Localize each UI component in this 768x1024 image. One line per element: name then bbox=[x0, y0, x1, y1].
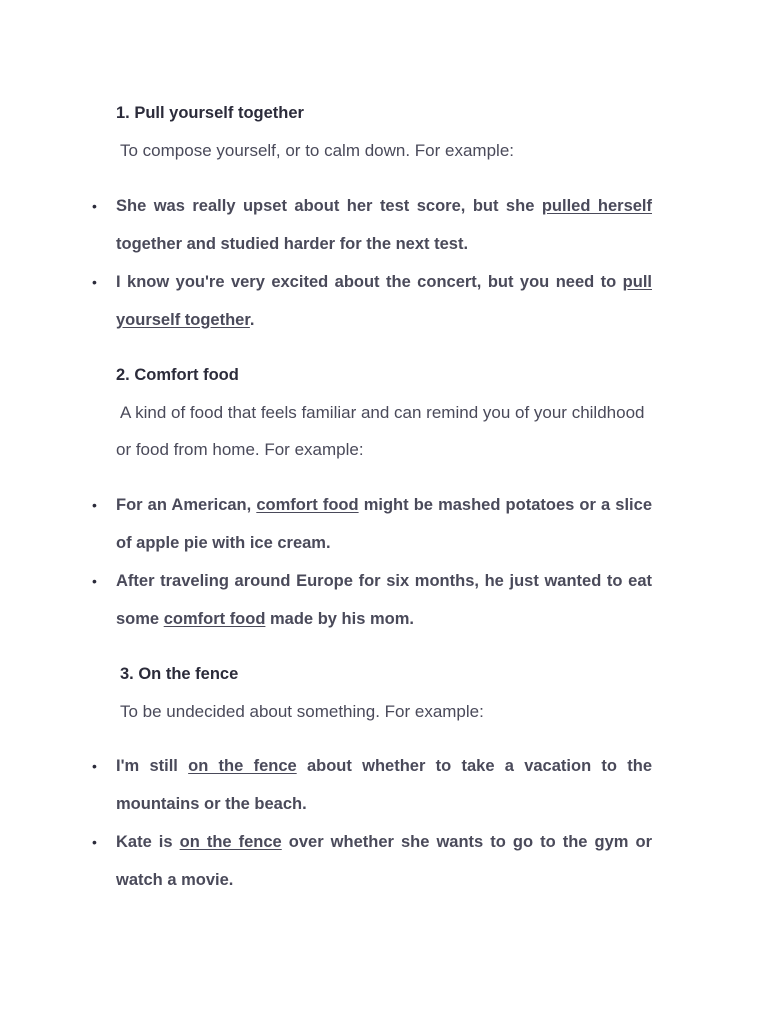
section-definition bbox=[116, 132, 652, 170]
example-list bbox=[92, 747, 652, 899]
example-item bbox=[92, 486, 652, 562]
idiom-phrase: on the fence bbox=[179, 833, 282, 851]
idiom-phrase: comfort food bbox=[163, 609, 266, 628]
example-text-after: . bbox=[249, 310, 255, 329]
example-text-before: I'm still bbox=[116, 757, 189, 775]
example-item bbox=[92, 747, 652, 823]
section-definition bbox=[116, 693, 652, 731]
idiom-phrase: pulled herself bbox=[541, 196, 652, 215]
bullet-icon: • bbox=[92, 273, 97, 290]
example-item bbox=[92, 263, 652, 339]
bullet-icon: • bbox=[92, 197, 97, 214]
definition-text: To be undecided about something. For example: bbox=[120, 701, 484, 721]
idiom-section-3 bbox=[92, 655, 652, 900]
idiom-phrase: pull yourself together bbox=[116, 272, 652, 329]
idiom-phrase: comfort food bbox=[256, 495, 359, 514]
definition-text: To compose yourself, or to calm down. For example: bbox=[120, 141, 514, 160]
example-text-after: might be mashed potatoes or a slice of apple pie with ice cream. bbox=[116, 495, 652, 552]
example-list bbox=[92, 187, 652, 339]
section-heading: 2. Comfort food bbox=[116, 365, 239, 384]
section-heading: 3. On the fence bbox=[120, 664, 239, 683]
example-text-before: I know you're very excited about the concert, but you need to bbox=[116, 272, 623, 291]
document-page bbox=[92, 94, 652, 916]
bullet-icon: • bbox=[92, 834, 97, 850]
example-list bbox=[92, 486, 652, 638]
example-text-before: For an American, bbox=[116, 495, 257, 514]
bullet-icon: • bbox=[92, 572, 97, 589]
example-item bbox=[92, 187, 652, 263]
idiom-section-2 bbox=[92, 356, 652, 638]
section-definition bbox=[116, 394, 652, 469]
bullet-icon: • bbox=[92, 496, 97, 513]
definition-text: A kind of food that feels familiar and can remind you of your childhood or food from home. For example: bbox=[116, 402, 645, 459]
example-text-before: She was really upset about her test score, but she bbox=[116, 196, 542, 215]
idiom-section-1 bbox=[92, 94, 652, 339]
example-item bbox=[92, 823, 652, 899]
example-text-after: together and studied harder for the next test. bbox=[116, 234, 469, 253]
example-text-after: about whether to take a vacation to the mountains or the beach. bbox=[116, 757, 652, 813]
example-text-before: After traveling around Europe for six months, he just wanted to eat some bbox=[116, 571, 652, 628]
example-text-after: made by his mom. bbox=[265, 609, 414, 628]
example-text-before: Kate is bbox=[116, 833, 180, 851]
example-text-after: over whether she wants to go to the gym or watch a movie. bbox=[116, 833, 652, 889]
section-heading: 1. Pull yourself together bbox=[116, 104, 304, 122]
bullet-icon: • bbox=[92, 758, 97, 774]
idiom-phrase: on the fence bbox=[188, 757, 297, 775]
example-item bbox=[92, 562, 652, 638]
